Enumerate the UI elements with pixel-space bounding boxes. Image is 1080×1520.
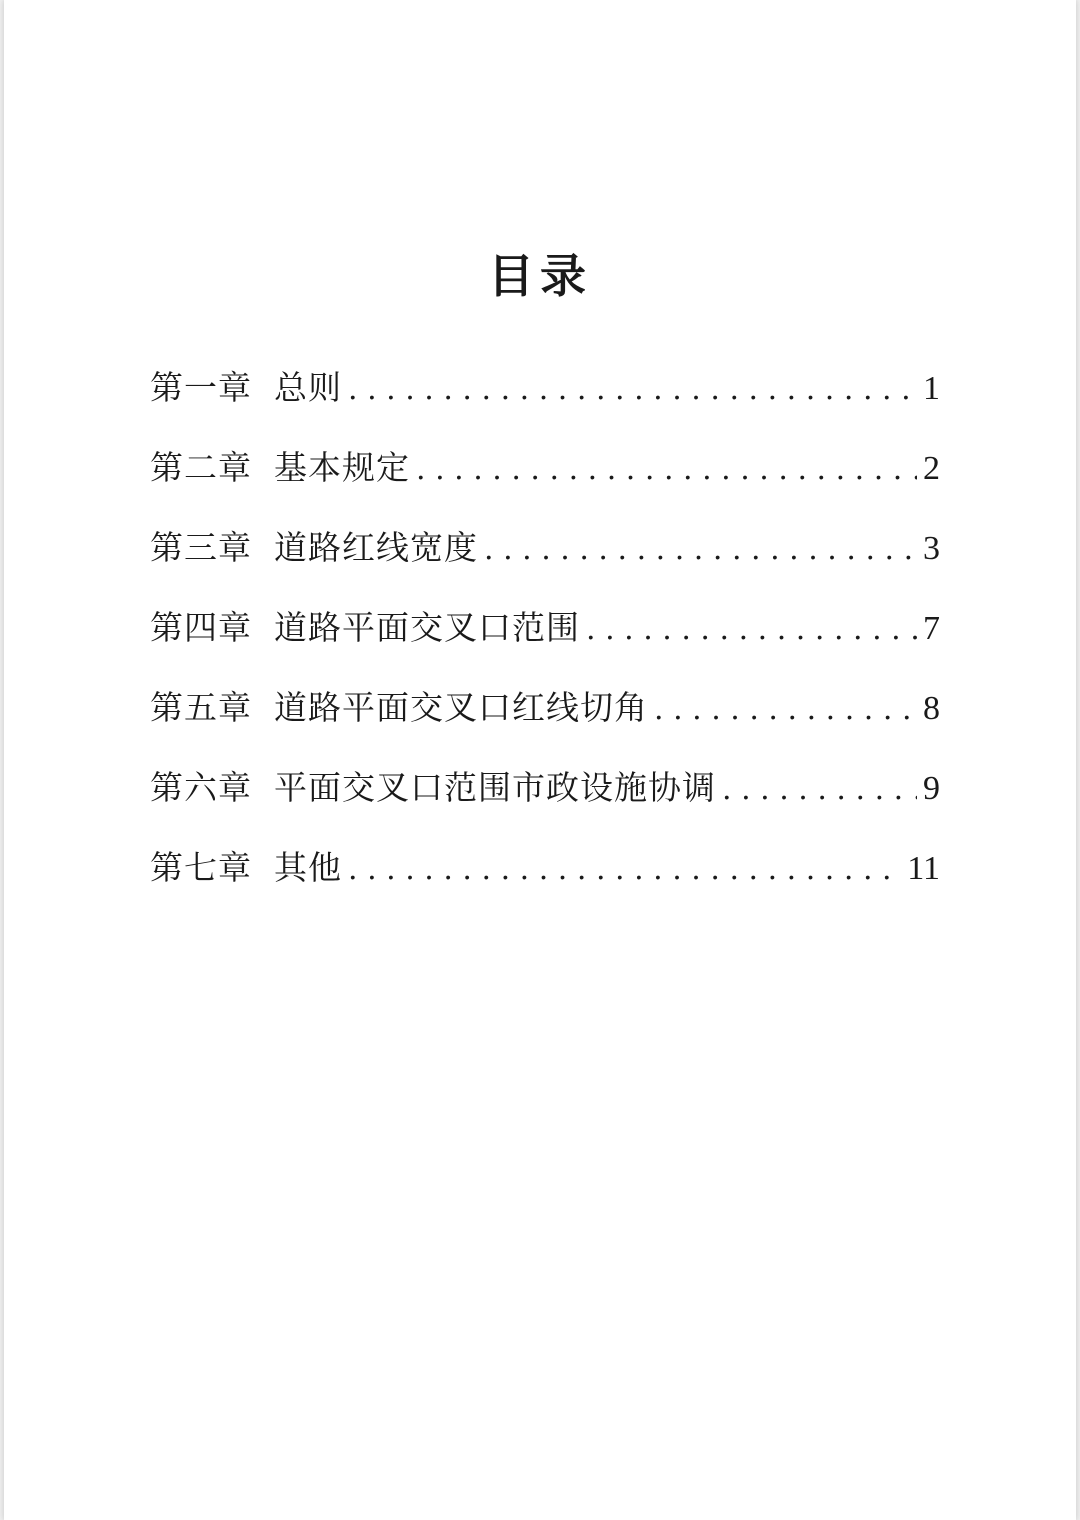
- toc-title: 目录: [488, 249, 592, 303]
- toc-entry-title: 平面交叉口范围市政设施协调: [274, 768, 716, 807]
- dot-leader: [416, 452, 917, 487]
- toc-entry-page: 11: [907, 850, 940, 887]
- toc-entry-chapter: 第三章: [150, 528, 252, 567]
- toc-entry: [150, 842, 940, 922]
- dot-leader: [348, 852, 901, 887]
- toc-entry-chapter: 第六章: [150, 768, 252, 807]
- dot-leader: [586, 612, 917, 647]
- dot-leader: [722, 772, 917, 807]
- toc-entry-title: 道路红线宽度: [274, 528, 478, 567]
- toc-entry-page: 1: [923, 370, 940, 407]
- toc-list: [150, 362, 940, 922]
- toc-entry-page: 7: [923, 610, 940, 647]
- toc-entry-chapter: 第四章: [150, 608, 252, 647]
- toc-entry-page: 2: [923, 450, 940, 487]
- toc-entry-page: 8: [923, 690, 940, 727]
- toc-entry-title: 基本规定: [274, 448, 410, 487]
- toc-entry-page: 9: [923, 770, 940, 807]
- toc-entry-title: 道路平面交叉口范围: [274, 608, 580, 647]
- toc-entry-title: 总则: [274, 368, 342, 407]
- dot-leader: [654, 692, 917, 727]
- toc-entry-title: 道路平面交叉口红线切角: [274, 688, 648, 727]
- toc-entry-chapter: 第一章: [150, 368, 252, 407]
- toc-entry-title: 其他: [274, 848, 342, 887]
- toc-entry: [150, 682, 940, 762]
- toc-entry: [150, 442, 940, 522]
- toc-entry-chapter: 第七章: [150, 848, 252, 887]
- dot-leader: [484, 532, 917, 567]
- document-page: [4, 0, 1076, 1520]
- toc-entry: [150, 362, 940, 442]
- toc-entry-chapter: 第五章: [150, 688, 252, 727]
- toc-entry: [150, 602, 940, 682]
- toc-entry: [150, 762, 940, 842]
- toc-entry-page: 3: [923, 530, 940, 567]
- toc-entry-chapter: 第二章: [150, 448, 252, 487]
- toc-entry: [150, 522, 940, 602]
- dot-leader: [348, 372, 917, 407]
